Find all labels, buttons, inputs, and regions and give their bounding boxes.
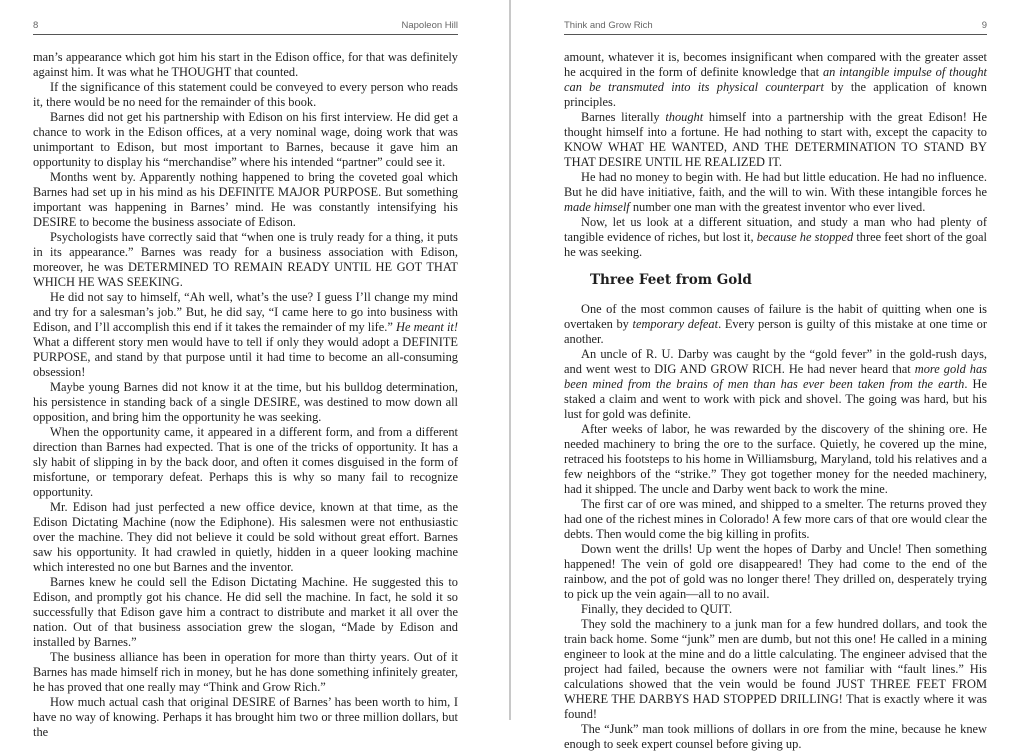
- text: himself into a partnership with the great Edison! He thought himself into a fortune. He had nothing to start with, except the capacity to KNOW WHAT HE WANTED, AND THE DETERMINATION TO STAND BY THAT DESIRE UNTIL HE REALIZED IT.: [564, 110, 988, 169]
- paragraph: [33, 290, 458, 380]
- paragraph: [564, 302, 987, 347]
- paragraph: [564, 215, 987, 260]
- text: number one man with the greatest inventor who ever lived.: [629, 200, 926, 214]
- italic-text: an intangible impulse of thought can be transmuted into its physical counterpart: [564, 65, 988, 94]
- paragraph: The first car of ore was mined, and shipped to a smelter. The returns proved they had one of the richest mines in Colorado! A few more cars of that ore would clear the debts. Then would come the big killing in profits.: [564, 497, 987, 541]
- text: . He staked a claim and went to work with pick and shovel. The going was hard, but his lust for gold was definite.: [564, 377, 987, 421]
- paragraph: Psychologists have correctly said that “when one is truly ready for a thing, it puts in its appearance.” Barnes was ready for a business association with Edison, moreover, he was DETERMINED TO REMAIN READY UNTIL HE GOT THAT WHICH HE WAS SEEKING.: [33, 230, 458, 289]
- page-number: 9: [981, 20, 987, 31]
- running-head-title: Think and Grow Rich: [564, 20, 653, 31]
- text: amount, whatever it is, becomes insignificant when compared with the greater asset he acquired in the form of definite knowledge that: [564, 50, 987, 79]
- paragraph: Down went the drills! Up went the hopes of Darby and Uncle! Then something happened! The vein of gold ore disappeared! They had come to the end of the rainbow, and the pot of gold was no longer there! They drilled on, desperately trying to pick up the vein again—all to no avail.: [564, 542, 987, 601]
- text: . Every person is guilty of this mistake at one time or another.: [564, 317, 987, 346]
- text: What a different story men would have to tell if only they would adopt a DEFINITE PURPOSE, and stand by that purpose until it had time to become an all-consuming obsession!: [33, 335, 458, 379]
- paragraph: Mr. Edison had just perfected a new office device, known at that time, as the Edison Dictating Machine (now the Ediphone). His salesmen were not enthusiastic over the machine. They did not believe it could be sold without great effort. Barnes saw his opportunity. It had crawled in quietly, hidden in a queer looking machine which interested no one but Barnes and the inventor.: [33, 500, 458, 574]
- section-heading: Three Feet from Gold: [590, 272, 752, 288]
- running-header: [33, 20, 458, 35]
- italic-text: thought: [665, 110, 704, 124]
- text: He did not say to himself, “Ah well, what’s the use? I guess I’ll change my mind and try for a salesman’s job.” But, he did say, “I came here to go into business with Edison, and I’ll accomplish this end if it takes the remainder of my life.”: [33, 290, 458, 334]
- paragraph: man’s appearance which got him his start in the Edison office, for that was definitely against him. It was what he THOUGHT that counted.: [33, 50, 458, 79]
- italic-text: made himself: [564, 200, 630, 214]
- text: Barnes literally: [581, 110, 666, 124]
- italic-text: more gold has been mined from the brains of men than has ever been taken from the earth: [564, 362, 987, 391]
- running-header: [564, 20, 987, 35]
- text: by the application of known principles.: [564, 80, 987, 109]
- paragraph: How much actual cash that original DESIRE of Barnes’ has been worth to him, I have no way of knowing. Perhaps it has brought him two or three million dollars, but the: [33, 695, 458, 739]
- italic-text: He meant it!: [396, 320, 458, 334]
- left-page: [0, 0, 509, 739]
- paragraph: If the significance of this statement could be conveyed to every person who reads it, there would be no need for the remainder of this book.: [33, 80, 458, 109]
- paragraph: Months went by. Apparently nothing happened to bring the coveted goal which Barnes had set up in his mind as his DEFINITE MAJOR PURPOSE. But something important was happening in Barnes’ mind. He was constantly intensifying his DESIRE to become the business associate of Edison.: [33, 170, 458, 229]
- paragraph: When the opportunity came, it appeared in a different form, and from a different direction than Barnes had expected. That is one of the tricks of opportunity. It has a sly habit of slipping in by the back door, and often it comes disguised in the form of misfortune, or temporary defeat. Perhaps this is why so many fail to recognize opportunity.: [33, 425, 458, 499]
- paragraph: The “Junk” man took millions of dollars in ore from the mine, because he knew enough to seek expert counsel before giving up.: [564, 722, 987, 751]
- body-text: [33, 50, 458, 740]
- paragraph: [564, 347, 987, 422]
- italic-text: temporary defeat: [632, 317, 719, 331]
- paragraph: [564, 50, 987, 110]
- text: An uncle of R. U. Darby was caught by the “gold fever” in the gold-rush days, and went west to DIG AND GROW RICH. He had never heard that: [564, 347, 987, 376]
- right-page: [511, 0, 1014, 751]
- paragraph: They sold the machinery to a junk man for a few hundred dollars, and took the train back home. Some “junk” men are dumb, but not this one! He called in a mining engineer to look at the mine and do a little calculating. The engineer advised that the project had failed, because the owners were not familiar with “fault lines.” His calculations showed that the vein would be found JUST THREE FEET FROM WHERE THE DARBYS HAD STOPPED DRILLING! That is exactly where it was found!: [564, 617, 987, 721]
- text: He had no money to begin with. He had but little education. He had no influence. But he did have initiative, faith, and the will to win. With these intangible forces he: [564, 170, 987, 199]
- text: One of the most common causes of failure is the habit of quitting when one is overtaken by: [564, 302, 987, 331]
- paragraph: [564, 170, 987, 215]
- running-head-author: Napoleon Hill: [401, 20, 458, 31]
- paragraph: [564, 110, 987, 170]
- body-text: [564, 50, 987, 752]
- text: three feet short of the goal he was seeking.: [564, 230, 987, 259]
- paragraph: The business alliance has been in operation for more than thirty years. Out of it Barnes has made himself rich in money, but he has done something infinitely greater, he has proved that one really may “Think and Grow Rich.”: [33, 650, 458, 694]
- text: Now, let us look at a different situation, and study a man who had plenty of tangible evidence of riches, but lost it,: [564, 215, 987, 244]
- page-number: 8: [33, 20, 39, 31]
- italic-text: because he stopped: [756, 230, 854, 244]
- paragraph: Maybe young Barnes did not know it at the time, but his bulldog determination, his persistence in standing back of a single DESIRE, was destined to mow down all opposition, and bring him the opportunity he was seeking.: [33, 380, 458, 424]
- paragraph: Finally, they decided to QUIT.: [581, 602, 733, 616]
- paragraph: Barnes did not get his partnership with Edison on his first interview. He did get a chance to work in the Edison offices, at a very nominal wage, doing work that was unimportant to Edison, but most important to Barnes, because it gave him an opportunity to display his “merchandise” where his intended “partner” could see it.: [33, 110, 458, 169]
- paragraph: After weeks of labor, he was rewarded by the discovery of the shining ore. He needed machinery to bring the ore to the surface. Quietly, he covered up the mine, retraced his footsteps to his home in Williamsburg, Maryland, told his relatives and a few neighbors of the “strike.” They got together money for the needed machinery, had it shipped. The uncle and Darby went back to work the mine.: [564, 422, 987, 496]
- paragraph: Barnes knew he could sell the Edison Dictating Machine. He suggested this to Edison, and promptly got his chance. He did sell the machine. In fact, he sold it so successfully that Edison gave him a contract to distribute and market it all over the nation. Out of that business association grew the slogan, “Made by Edison and installed by Barnes.”: [33, 575, 458, 649]
